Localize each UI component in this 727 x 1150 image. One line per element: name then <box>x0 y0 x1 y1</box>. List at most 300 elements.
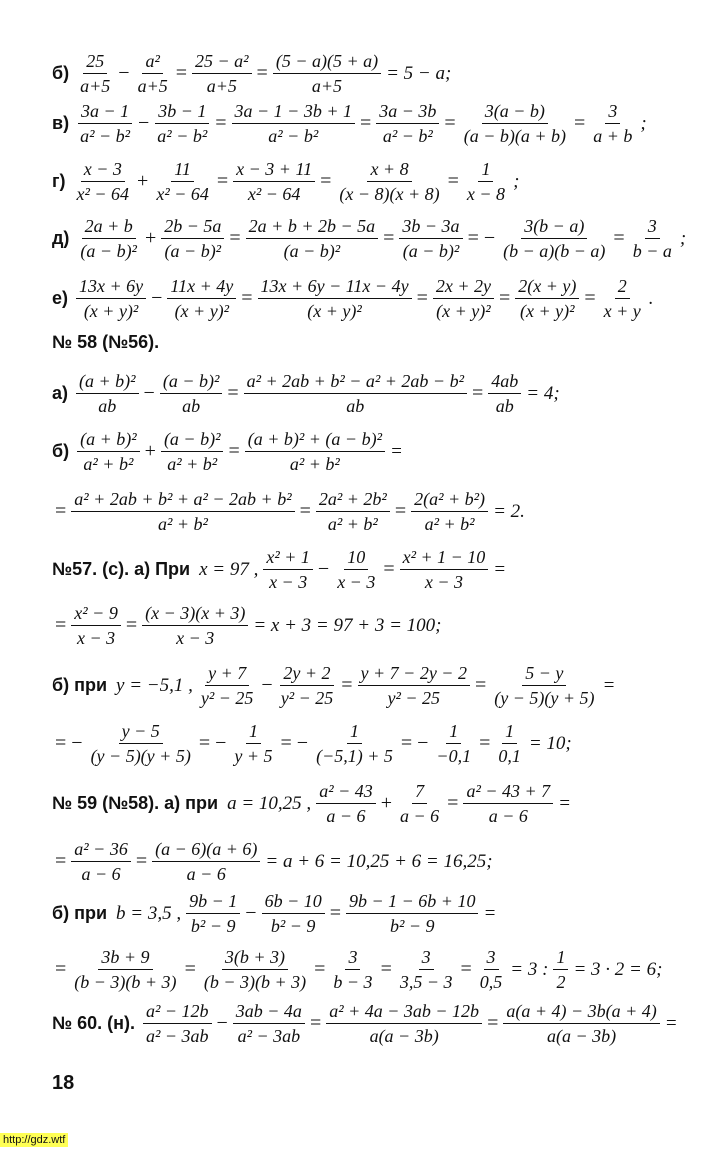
numerator: 3(b + 3) <box>222 946 288 970</box>
numerator: 1 <box>478 158 493 182</box>
fraction <box>186 890 240 937</box>
fraction <box>77 50 113 97</box>
numerator: 1 <box>502 720 517 744</box>
operator: = <box>175 62 187 84</box>
numerator: 2(a² + b²) <box>411 488 488 512</box>
equation-line <box>52 50 719 97</box>
fraction <box>167 275 236 322</box>
fraction <box>336 158 442 205</box>
numerator: 2 <box>615 275 630 299</box>
denominator: a² − 3ab <box>145 1026 209 1046</box>
denominator: a² − 3ab <box>237 1026 301 1046</box>
numerator: 25 − a² <box>192 50 252 74</box>
denominator: ab <box>495 396 514 416</box>
denominator: x − 3 <box>269 572 308 592</box>
item-label: д) <box>52 228 70 248</box>
expression-text: y = −5,1 , <box>116 674 193 696</box>
expression-text: = 10; <box>528 732 572 754</box>
equation-line <box>52 602 719 649</box>
operator: = <box>584 287 596 309</box>
fraction <box>262 890 325 937</box>
fraction <box>192 50 252 97</box>
denominator: a² − b² <box>382 126 433 146</box>
numerator: a² + 2ab + b² − a² + 2ab − b² <box>244 370 467 394</box>
fraction <box>411 488 488 535</box>
source-url[interactable]: http://gdz.wtf <box>0 1133 68 1147</box>
expression-text: . <box>648 287 654 309</box>
denominator: a² − b² <box>80 126 131 146</box>
expression-text: = 3 · 2 = 6; <box>573 958 663 980</box>
denominator: a² + b² <box>83 454 134 474</box>
expression-text: b = 3,5 , <box>116 902 182 924</box>
problem-heading: №57. (с). а) При <box>52 559 191 579</box>
numerator: 1 <box>246 720 261 744</box>
operator: = <box>309 1012 322 1034</box>
numerator: 3(a − b) <box>482 100 548 124</box>
denominator: (a − b)² <box>283 241 341 261</box>
operator: + <box>144 227 157 249</box>
numerator: a² <box>142 50 162 74</box>
operator: = <box>184 958 196 980</box>
fraction <box>233 1000 305 1047</box>
operator: = <box>320 170 332 192</box>
fraction <box>161 428 224 475</box>
fraction <box>71 602 121 649</box>
fraction <box>330 946 375 993</box>
denominator: a² + b² <box>157 514 208 534</box>
fraction <box>88 720 194 767</box>
fraction <box>71 838 131 885</box>
fraction <box>316 488 390 535</box>
denominator: a − 6 <box>326 806 366 826</box>
operator: = <box>573 112 586 134</box>
numerator: 2b − 5a <box>161 215 224 239</box>
denominator: (b − 3)(b + 3) <box>203 972 307 992</box>
denominator: 0,5 <box>479 972 503 992</box>
numerator: 7 <box>412 780 427 804</box>
numerator: 2a² + 2b² <box>316 488 390 512</box>
fraction <box>463 780 553 827</box>
denominator: 2 <box>556 972 566 992</box>
denominator: (b − 3)(b + 3) <box>74 972 177 992</box>
fraction <box>71 946 179 993</box>
problem-heading: № 58 (№56). <box>52 332 160 352</box>
operator: = <box>55 850 67 872</box>
operator: − <box>245 902 257 924</box>
operator: = <box>487 1012 499 1034</box>
expression-text: = <box>602 674 616 696</box>
denominator: b − 3 <box>333 972 373 992</box>
denominator: (x + y)² <box>436 301 491 321</box>
operator: = <box>498 287 511 309</box>
denominator: ab <box>182 396 201 416</box>
fraction <box>400 546 489 593</box>
operator: = <box>229 227 241 249</box>
numerator: 3b − 3a <box>399 215 462 239</box>
equation-line <box>52 946 719 993</box>
expression-text: = x + 3 = 97 + 3 = 100; <box>253 614 442 636</box>
item-label: в) <box>52 113 70 133</box>
operator: = <box>447 170 459 192</box>
denominator: a − 6 <box>488 806 528 826</box>
item-label: б) <box>52 441 70 461</box>
denominator: (a − b)² <box>80 241 137 261</box>
numerator: a(a + 4) − 3b(a + 4) <box>503 1000 659 1024</box>
denominator: (−5,1) + 5 <box>316 746 393 766</box>
denominator: a − 6 <box>186 864 226 884</box>
fraction <box>399 215 462 262</box>
denominator: a+5 <box>206 76 237 96</box>
fraction <box>464 158 508 205</box>
denominator: (y − 5)(y + 5) <box>494 688 595 708</box>
numerator: a² − 12b <box>143 1000 212 1024</box>
denominator: x − 3 <box>424 572 464 592</box>
fraction <box>278 662 337 709</box>
numerator: 2a + b <box>82 215 136 239</box>
operator: = <box>55 958 67 980</box>
numerator: 3b + 9 <box>98 946 152 970</box>
denominator: (x + y)² <box>174 301 230 321</box>
operator: − <box>216 1012 228 1034</box>
numerator: x + 8 <box>367 158 411 182</box>
numerator: (a + b)² <box>76 370 139 394</box>
equation-line <box>52 158 719 205</box>
denominator: a+5 <box>80 76 111 96</box>
equation-line <box>52 720 719 767</box>
section-heading <box>52 332 719 353</box>
denominator: a(a − 3b) <box>546 1026 617 1046</box>
operator: = <box>444 112 456 134</box>
numerator: (a − 6)(a + 6) <box>152 838 260 862</box>
denominator: b² − 9 <box>190 916 236 936</box>
numerator: 25 <box>83 50 107 74</box>
numerator: 3b − 1 <box>155 100 209 124</box>
numerator: 1 <box>553 946 568 970</box>
operator: = − <box>55 732 83 754</box>
denominator: a + b <box>593 126 633 146</box>
fraction <box>491 662 597 709</box>
denominator: ab <box>98 396 117 416</box>
numerator: 1 <box>347 720 362 744</box>
equation-line <box>52 546 719 593</box>
fraction <box>461 100 569 147</box>
expression-text: = 2. <box>493 500 525 522</box>
denominator: (x + y)² <box>307 301 362 321</box>
denominator: y² − 25 <box>200 688 254 708</box>
numerator: 2(x + y) <box>515 275 579 299</box>
operator: = <box>359 112 372 134</box>
numerator: (a + b)² <box>77 428 140 452</box>
numerator: (a − b)² <box>160 370 223 394</box>
fraction <box>76 275 146 322</box>
equation-line <box>52 838 719 885</box>
denominator: 0,1 <box>498 746 521 766</box>
denominator: x² − 64 <box>76 184 130 204</box>
operator: = <box>383 558 395 580</box>
numerator: 11 <box>171 158 194 182</box>
expression-text: = <box>558 792 571 814</box>
operator: = <box>460 958 472 980</box>
numerator: a² + 4a − 3ab − 12b <box>326 1000 482 1024</box>
fraction <box>503 1000 659 1047</box>
denominator: x² − 64 <box>156 184 209 204</box>
expression-text: a = 10,25 , <box>227 792 312 814</box>
fraction <box>232 100 355 147</box>
operator: − <box>138 112 150 134</box>
fraction <box>334 546 378 593</box>
numerator: 2y + 2 <box>280 662 333 686</box>
operator: = <box>341 674 353 696</box>
denominator: a² + b² <box>327 514 378 534</box>
numerator: a² − 43 + 7 <box>463 780 553 804</box>
operator: = <box>135 850 148 872</box>
expression-text: ; <box>640 112 647 134</box>
numerator: 9b − 1 − 6b + 10 <box>346 890 478 914</box>
fraction <box>553 946 568 993</box>
expression-text: = <box>389 440 403 462</box>
expression-text: x = 97 , <box>199 558 259 580</box>
operator: − <box>118 62 130 84</box>
operator: = − <box>400 732 429 754</box>
denominator: b − a <box>632 241 672 261</box>
fraction <box>397 946 456 993</box>
fraction <box>397 780 442 827</box>
denominator: (x + y)² <box>83 301 139 321</box>
denominator: x + y <box>603 301 641 321</box>
operator: = <box>380 958 392 980</box>
denominator: a² + b² <box>167 454 218 474</box>
equation-line <box>52 1000 719 1047</box>
denominator: a² − b² <box>157 126 208 146</box>
denominator: (a − b)² <box>164 241 222 261</box>
numerator: a² + 2ab + b² + a² − 2ab + b² <box>71 488 294 512</box>
expression-text: = 4; <box>526 382 560 404</box>
fraction <box>477 946 506 993</box>
numerator: 13x + 6y − 11x − 4y <box>258 275 412 299</box>
numerator: x² + 1 <box>263 546 313 570</box>
item-label: б) при <box>52 675 108 695</box>
equation-line <box>52 488 719 535</box>
numerator: 4ab <box>488 370 521 394</box>
item-label: а) <box>52 383 69 403</box>
operator: = <box>613 227 625 249</box>
numerator: (x − 3)(x + 3) <box>142 602 248 626</box>
fraction <box>246 215 378 262</box>
numerator: (a − b)² <box>161 428 224 452</box>
numerator: a² − 36 <box>71 838 131 862</box>
page-number: 18 <box>52 1072 75 1094</box>
item-label: б) <box>52 63 70 83</box>
fraction <box>495 720 524 767</box>
numerator: 6b − 10 <box>262 890 325 914</box>
fraction <box>77 100 133 147</box>
fraction <box>153 158 212 205</box>
operator: = <box>383 227 395 249</box>
fraction <box>161 215 224 262</box>
problem-heading: № 59 (№58). а) при <box>52 793 219 813</box>
problem-heading: № 60. (н). <box>52 1013 135 1033</box>
operator: = <box>471 382 484 404</box>
numerator: 3 <box>419 946 434 970</box>
denominator: (a − b)² <box>402 241 460 261</box>
numerator: 1 <box>446 720 461 744</box>
denominator: y² − 25 <box>387 688 441 708</box>
denominator: a² + b² <box>424 514 475 534</box>
equation-line <box>52 780 719 827</box>
equation-line <box>52 662 719 709</box>
denominator: x − 3 <box>337 572 376 592</box>
operator: = − <box>280 732 309 754</box>
expression-text: = 5 − a; <box>386 62 452 84</box>
operator: = <box>55 614 67 636</box>
fraction <box>74 158 133 205</box>
denominator: b² − 9 <box>270 916 316 936</box>
numerator: y + 7 <box>205 662 249 686</box>
expression-text: ; <box>679 227 687 249</box>
denominator: y² − 25 <box>280 688 334 708</box>
operator: + <box>144 440 156 462</box>
fraction <box>201 946 309 993</box>
numerator: 11x + 4y <box>167 275 236 299</box>
item-label: е) <box>52 288 69 308</box>
numerator: y − 5 <box>119 720 163 744</box>
operator: − <box>317 558 330 580</box>
operator: = <box>215 112 227 134</box>
operator: = <box>241 287 253 309</box>
denominator: (y − 5)(y + 5) <box>90 746 191 766</box>
fraction <box>244 370 467 417</box>
operator: = − <box>198 732 227 754</box>
numerator: 3a − 1 − 3b + 1 <box>232 100 355 124</box>
operator: = <box>227 382 239 404</box>
fraction <box>198 662 257 709</box>
fraction <box>77 215 140 262</box>
denominator: −0,1 <box>436 746 472 766</box>
numerator: 13x + 6y <box>76 275 146 299</box>
equation-line <box>52 370 719 417</box>
denominator: x − 3 <box>76 628 116 648</box>
numerator: 2a + b + 2b − 5a <box>246 215 378 239</box>
fraction <box>76 370 139 417</box>
operator: − <box>261 674 273 696</box>
denominator: y + 5 <box>234 746 273 766</box>
denominator: a² + b² <box>289 454 340 474</box>
operator: = <box>329 902 341 924</box>
denominator: 3,5 − 3 <box>399 972 453 992</box>
fraction <box>358 662 470 709</box>
denominator: ab <box>346 396 365 416</box>
operator: = <box>416 287 428 309</box>
expression-text: = <box>493 558 507 580</box>
denominator: a(a − 3b) <box>369 1026 439 1046</box>
equation-line <box>52 215 719 262</box>
operator: = <box>256 62 268 84</box>
operator: − <box>143 382 155 404</box>
denominator: (b − a)(b − a) <box>503 241 606 261</box>
numerator: (5 − a)(5 + a) <box>273 50 381 74</box>
fraction <box>77 428 140 475</box>
denominator: a − 6 <box>81 864 121 884</box>
numerator: 3 <box>484 946 499 970</box>
operator: = <box>314 958 326 980</box>
numerator: 3 <box>345 946 360 970</box>
expression-text: ; <box>513 170 520 192</box>
numerator: 3a − 3b <box>376 100 439 124</box>
fraction <box>154 100 210 147</box>
operator: = <box>55 500 67 522</box>
expression-text: = a + 6 = 10,25 + 6 = 16,25; <box>265 850 493 872</box>
fraction <box>346 890 478 937</box>
numerator: 2x + 2y <box>433 275 494 299</box>
fraction <box>326 1000 482 1047</box>
fraction <box>258 275 412 322</box>
operator: = <box>125 614 138 636</box>
fraction <box>630 215 675 262</box>
numerator: 3a − 1 <box>78 100 132 124</box>
fraction <box>160 370 223 417</box>
expression-text: = <box>483 902 497 924</box>
numerator: 3ab − 4a <box>233 1000 305 1024</box>
denominator: (x + y)² <box>520 301 575 321</box>
numerator: a² − 43 <box>316 780 376 804</box>
denominator: a+5 <box>137 76 168 96</box>
fraction <box>590 100 635 147</box>
numerator: 5 − y <box>522 662 566 686</box>
numerator: x² − 9 <box>71 602 121 626</box>
fraction <box>316 780 376 827</box>
numerator: 3 <box>605 100 620 124</box>
denominator: (a − b)(a + b) <box>463 126 566 146</box>
operator: = <box>394 500 407 522</box>
denominator: a − 6 <box>400 806 440 826</box>
fraction <box>152 838 260 885</box>
item-label: б) при <box>52 903 108 923</box>
denominator: a² − b² <box>268 126 319 146</box>
equation-line <box>52 428 719 475</box>
numerator: 10 <box>344 546 368 570</box>
operator: − <box>151 287 163 309</box>
fraction <box>500 215 608 262</box>
fraction <box>245 428 385 475</box>
fraction <box>143 1000 212 1047</box>
numerator: 3 <box>645 215 660 239</box>
item-label: г) <box>52 171 66 191</box>
fraction <box>231 720 275 767</box>
operator: = <box>299 500 311 522</box>
expression-text: = <box>664 1012 678 1034</box>
fraction <box>433 275 494 322</box>
numerator: (a + b)² + (a − b)² <box>245 428 385 452</box>
operator: = <box>479 732 491 754</box>
denominator: a+5 <box>311 76 343 96</box>
fraction <box>601 275 644 322</box>
operator: = <box>228 440 240 462</box>
numerator: 9b − 1 <box>186 890 240 914</box>
fraction <box>313 720 396 767</box>
denominator: x² − 64 <box>247 184 301 204</box>
equation-line <box>52 100 719 147</box>
equation-line <box>52 275 719 322</box>
denominator: x − 3 <box>176 628 215 648</box>
operator: = − <box>467 227 496 249</box>
denominator: x − 8 <box>466 184 506 204</box>
operator: + <box>137 170 149 192</box>
fraction <box>71 488 294 535</box>
fraction <box>135 50 171 97</box>
fraction <box>263 546 313 593</box>
operator: + <box>380 792 393 814</box>
fraction <box>515 275 579 322</box>
